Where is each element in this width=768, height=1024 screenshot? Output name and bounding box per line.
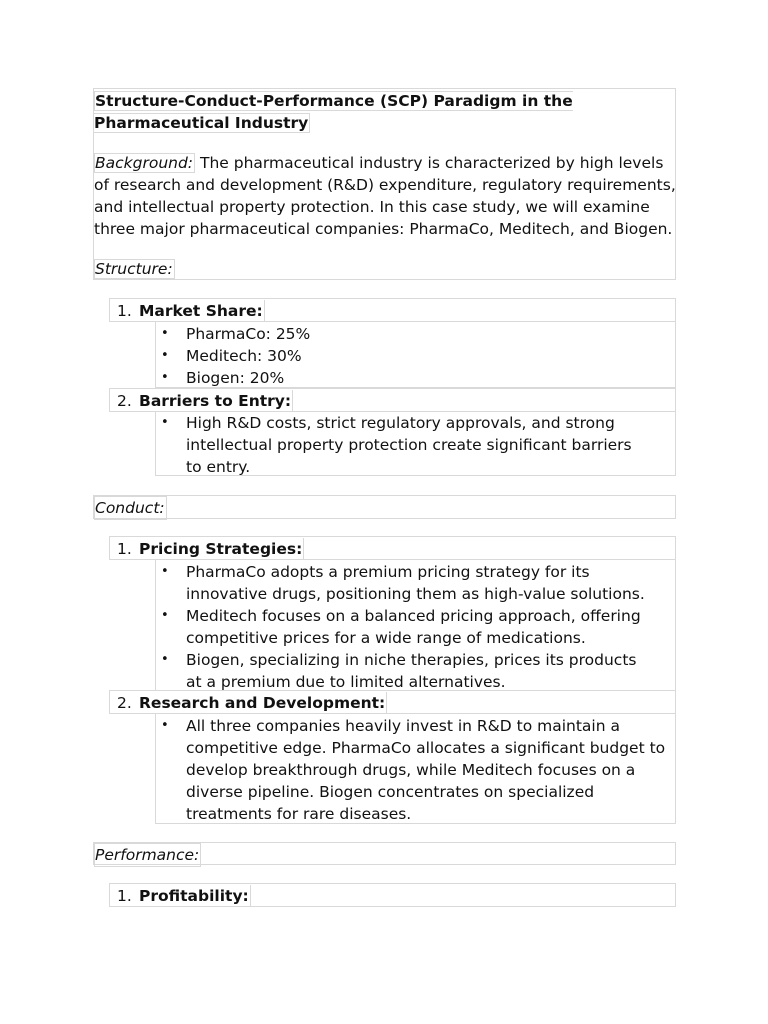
item-heading: Barriers to Entry: (139, 392, 292, 410)
performance-item-profitability (109, 883, 676, 907)
item-heading: Market Share: (139, 302, 263, 320)
background-text: The pharmaceutical industry is characterized by high levels of research and development (R&D) expenditure, regulatory requirements, and intellectual property protection. In this case study, we will examine three major pharmaceutical companies: PharmaCo, Meditech, and Biogen. (94, 154, 676, 238)
conduct-item-rnd (109, 690, 676, 714)
list-item: • PharmaCo: 25% (156, 323, 675, 345)
conduct-item-pricing (109, 536, 676, 560)
item-heading: Research and Development: (139, 694, 386, 712)
list-number: 2. (117, 694, 132, 712)
performance-heading-box (93, 842, 676, 865)
intro-section (93, 88, 676, 280)
conduct-heading-box (93, 495, 676, 519)
barriers-bullets (155, 411, 676, 476)
list-item: • PharmaCo adopts a premium pricing strategy for its innovative drugs, positioning them as high-value solutions. (156, 561, 656, 605)
list-number: 2. (117, 392, 132, 410)
background-label: Background: (95, 154, 194, 172)
structure-item-market-share (109, 298, 676, 322)
list-item: • Meditech: 30% (156, 345, 675, 367)
list-item: • High R&D costs, strict regulatory approvals, and strong intellectual property protection create significant barriers to entry. (156, 412, 646, 478)
market-share-bullets (155, 321, 676, 388)
performance-heading: Performance: (94, 843, 201, 867)
list-item: • All three companies heavily invest in R&D to maintain a competitive edge. PharmaCo allocates a significant budget to develop breakthrough drugs, while Meditech focuses on a diverse pipeline. Biogen concentrates on specialized treatments for rare diseases. (156, 715, 675, 825)
structure-heading: Structure: (95, 260, 173, 278)
pricing-bullets (155, 559, 676, 691)
item-heading: Pricing Strategies: (139, 540, 303, 558)
list-item: • Biogen: 20% (156, 367, 675, 389)
list-item: • Meditech focuses on a balanced pricing approach, offering competitive prices for a wide range of medications. (156, 605, 656, 649)
list-item: • Biogen, specializing in niche therapies, prices its products at a premium due to limited alternatives. (156, 649, 656, 693)
list-number: 1. (117, 302, 132, 320)
background-paragraph (94, 152, 676, 240)
conduct-heading: Conduct: (94, 496, 167, 520)
rnd-bullets (155, 713, 676, 824)
document-title: Structure-Conduct-Performance (SCP) Paradigm in the Pharmaceutical Industry (94, 92, 573, 132)
list-number: 1. (117, 540, 132, 558)
item-heading: Profitability: (139, 887, 249, 905)
list-number: 1. (117, 887, 132, 905)
structure-item-barriers (109, 388, 676, 412)
